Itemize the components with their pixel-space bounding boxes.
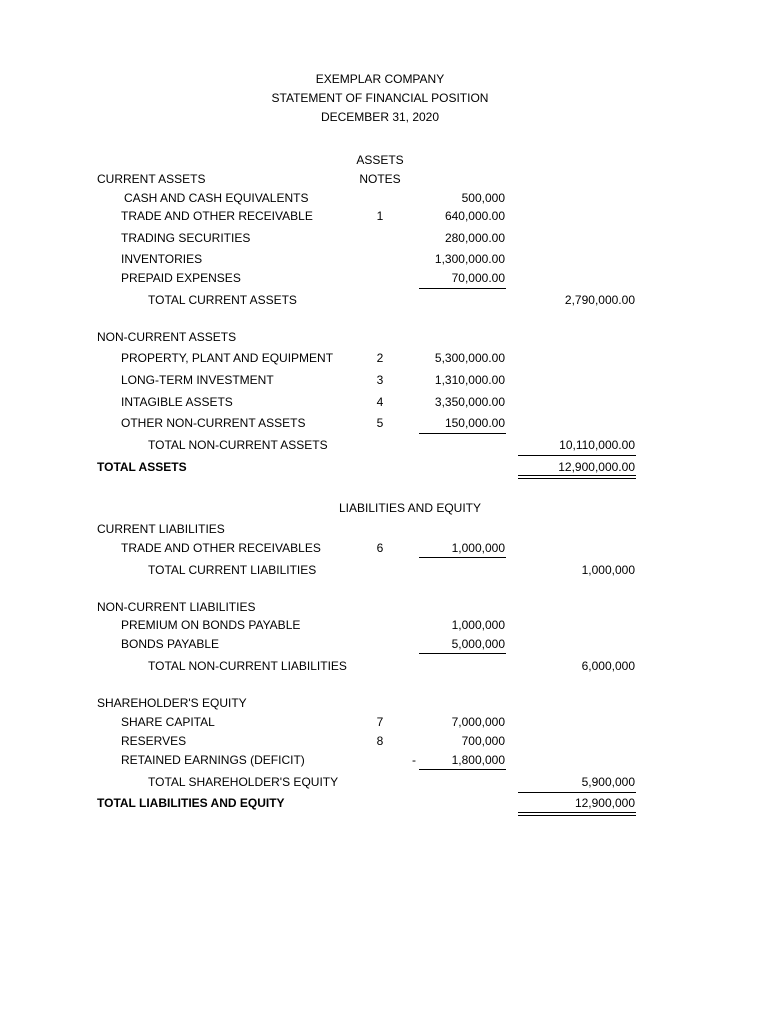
- line-item-label: SHARE CAPITAL: [121, 715, 215, 729]
- line-item-amount: 1,300,000.00: [434, 252, 505, 266]
- line-item-amount: 700,000: [461, 734, 505, 748]
- non-current-liabilities-heading: NON-CURRENT LIABILITIES: [97, 600, 256, 614]
- total-current-liabilities-amount: 1,000,000: [581, 563, 635, 577]
- line-item-note: 3: [376, 373, 384, 387]
- line-item-label: INTAGIBLE ASSETS: [121, 395, 233, 409]
- liabilities-equity-heading: LIABILITIES AND EQUITY: [338, 501, 482, 515]
- non-current-assets-heading: NON-CURRENT ASSETS: [97, 330, 237, 344]
- line-item-amount: 3,350,000.00: [434, 395, 505, 409]
- company-name: EXEMPLAR COMPANY: [315, 72, 445, 86]
- total-current-assets-label: TOTAL CURRENT ASSETS: [148, 293, 297, 307]
- line-item-amount: 280,000.00: [444, 231, 505, 245]
- sum-rule: [518, 455, 636, 456]
- line-item-amount: 150,000.00: [444, 416, 505, 430]
- total-non-current-liabilities-label: TOTAL NON-CURRENT LIABILITIES: [148, 659, 347, 673]
- line-item-label: PREMIUM ON BONDS PAYABLE: [121, 618, 301, 632]
- line-item-note: 2: [376, 351, 384, 365]
- statement-title: STATEMENT OF FINANCIAL POSITION: [271, 91, 489, 105]
- line-item-label: TRADE AND OTHER RECEIVABLES: [121, 541, 321, 555]
- double-rule-top: [518, 475, 636, 476]
- line-item-label: TRADING SECURITIES: [121, 231, 251, 245]
- total-non-current-assets-label: TOTAL NON-CURRENT ASSETS: [148, 438, 328, 452]
- subtotal-rule: [419, 433, 506, 434]
- total-non-current-assets-amount: 10,110,000.00: [559, 438, 635, 452]
- line-item-label: TRADE AND OTHER RECEIVABLE: [121, 209, 313, 223]
- line-item-amount: 5,300,000.00: [434, 351, 505, 365]
- notes-heading: NOTES: [359, 172, 401, 186]
- subtotal-rule: [419, 288, 506, 289]
- line-item-label: OTHER NON-CURRENT ASSETS: [121, 416, 306, 430]
- assets-heading: ASSETS: [356, 153, 404, 167]
- total-current-liabilities-label: TOTAL CURRENT LIABILITIES: [148, 563, 317, 577]
- subtotal-rule: [419, 769, 506, 770]
- line-item-label: PREPAID EXPENSES: [121, 271, 241, 285]
- total-current-assets-amount: 2,790,000.00: [564, 293, 635, 307]
- total-liabilities-equity-amount: 12,900,000: [574, 796, 635, 810]
- subtotal-rule: [419, 557, 506, 558]
- line-item-amount: 1,000,000: [451, 618, 505, 632]
- line-item-note: 5: [376, 416, 384, 430]
- total-non-current-liabilities-amount: 6,000,000: [581, 659, 635, 673]
- line-item-note: 1: [376, 209, 384, 223]
- line-item-amount: 1,800,000: [451, 753, 505, 767]
- line-item-label: BONDS PAYABLE: [121, 637, 220, 651]
- total-equity-amount: 5,900,000: [581, 775, 635, 789]
- line-item-amount: 1,000,000: [451, 541, 505, 555]
- line-item-note: 7: [376, 715, 384, 729]
- line-item-note: 6: [376, 541, 384, 555]
- total-liabilities-equity-label: TOTAL LIABILITIES AND EQUITY: [97, 796, 285, 810]
- line-item-label: RESERVES: [121, 734, 187, 748]
- statement-date: DECEMBER 31, 2020: [320, 110, 440, 124]
- current-liabilities-heading: CURRENT LIABILITIES: [97, 522, 225, 536]
- line-item-label: RETAINED EARNINGS (DEFICIT): [121, 753, 305, 767]
- total-assets-label: TOTAL ASSETS: [97, 460, 187, 474]
- double-rule-top: [518, 812, 636, 813]
- negative-sign: -: [412, 753, 416, 767]
- line-item-amount: 500,000: [461, 191, 505, 205]
- line-item-amount: 640,000.00: [444, 209, 505, 223]
- subtotal-rule: [419, 653, 506, 654]
- line-item-note: 4: [376, 395, 384, 409]
- double-rule-bottom: [518, 815, 636, 816]
- line-item-label: PROPERTY, PLANT AND EQUIPMENT: [121, 351, 334, 365]
- line-item-amount: 5,000,000: [451, 637, 505, 651]
- current-assets-heading: CURRENT ASSETS: [97, 172, 206, 186]
- sum-rule: [518, 792, 636, 793]
- line-item-amount: 7,000,000: [451, 715, 505, 729]
- total-equity-label: TOTAL SHAREHOLDER'S EQUITY: [148, 775, 339, 789]
- line-item-note: 8: [376, 734, 384, 748]
- line-item-label: LONG-TERM INVESTMENT: [121, 373, 274, 387]
- total-assets-amount: 12,900,000.00: [558, 460, 635, 474]
- line-item-amount: 70,000.00: [451, 271, 505, 285]
- equity-heading: SHAREHOLDER'S EQUITY: [97, 696, 247, 710]
- line-item-label: INVENTORIES: [121, 252, 203, 266]
- line-item-amount: 1,310,000.00: [434, 373, 505, 387]
- line-item-label: CASH AND CASH EQUIVALENTS: [124, 191, 309, 205]
- double-rule-bottom: [518, 478, 636, 479]
